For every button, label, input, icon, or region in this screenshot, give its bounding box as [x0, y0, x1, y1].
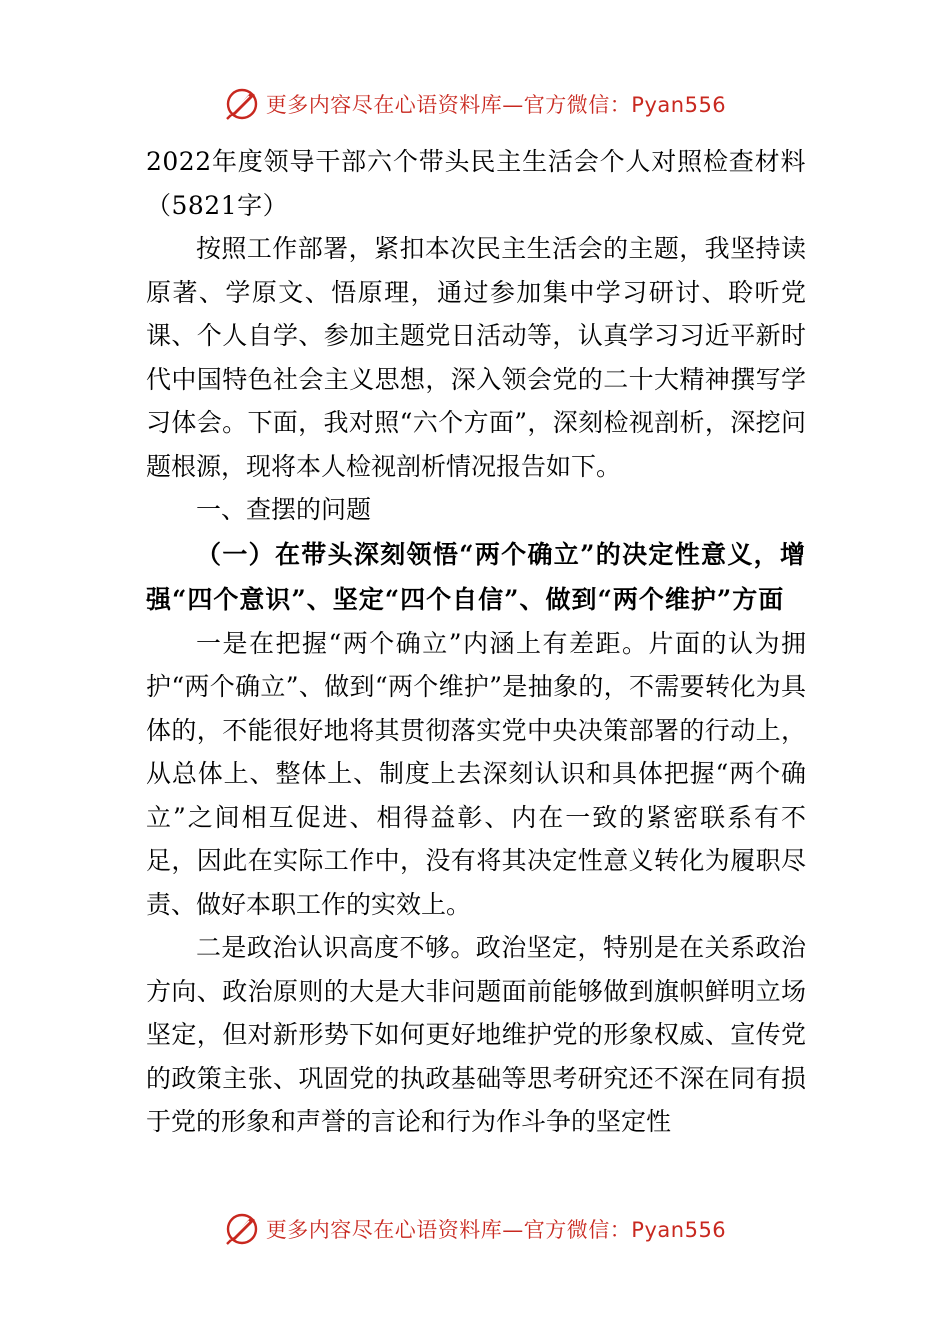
watermark-text: 更多内容尽在心语资料库—官方微信：Pyan556 — [265, 1218, 727, 1242]
subsection-heading: （一）在带头深刻领悟“两个确立”的决定性意义，增强“四个意识”、坚定“四个自信”、做到“两个维护”方面 — [146, 539, 806, 614]
quill-pen-logo-icon — [224, 86, 260, 122]
section-heading: 一、查摆的问题 — [196, 495, 372, 524]
body-paragraph: 二是政治认识高度不够。政治坚定，特别是在关系政治方向、政治原则的大是大非问题面前能够做到旗帜鲜明立场坚定，但对新形势下如何更好地维护党的形象权威、宣传党的政策主张、巩固党的执政基础等思考研究还不深在同有损于党的形象和声誉的言论和行为作斗争的坚定性 — [146, 933, 806, 1136]
document-body — [146, 140, 806, 1144]
document-title: 2022年度领导干部六个带头民主生活会个人对照检查材料（5821字） — [146, 147, 806, 220]
watermark-text: 更多内容尽在心语资料库—官方微信：Pyan556 — [265, 93, 727, 117]
watermark-banner-bottom — [0, 1209, 950, 1249]
body-paragraph: 一是在把握“两个确立”内涵上有差距。片面的认为拥护“两个确立”、做到“两个维护”是抽象的，不需要转化为具体的，不能很好地将其贯彻落实党中央决策部署的行动上，从总体上、整体上、制度上去深刻认识和具体把握“两个确立”之间相互促进、相得益彰、内在一致的紧密联系有不足，因此在实际工作中，没有将其决定性意义转化为履职尽责、做好本职工作的实效上。 — [146, 628, 806, 919]
intro-paragraph: 按照工作部署，紧扣本次民主生活会的主题，我坚持读原著、学原文、悟原理，通过参加集中学习研讨、聆听党课、个人自学、参加主题党日活动等，认真学习习近平新时代中国特色社会主义思想，深入领会党的二十大精神撰写学习体会。下面，我对照“六个方面”，深刻检视剖析，深挖问题根源，现将本人检视剖析情况报告如下。 — [146, 234, 806, 481]
watermark-banner-top — [0, 84, 950, 124]
quill-pen-logo-icon — [224, 1211, 260, 1247]
